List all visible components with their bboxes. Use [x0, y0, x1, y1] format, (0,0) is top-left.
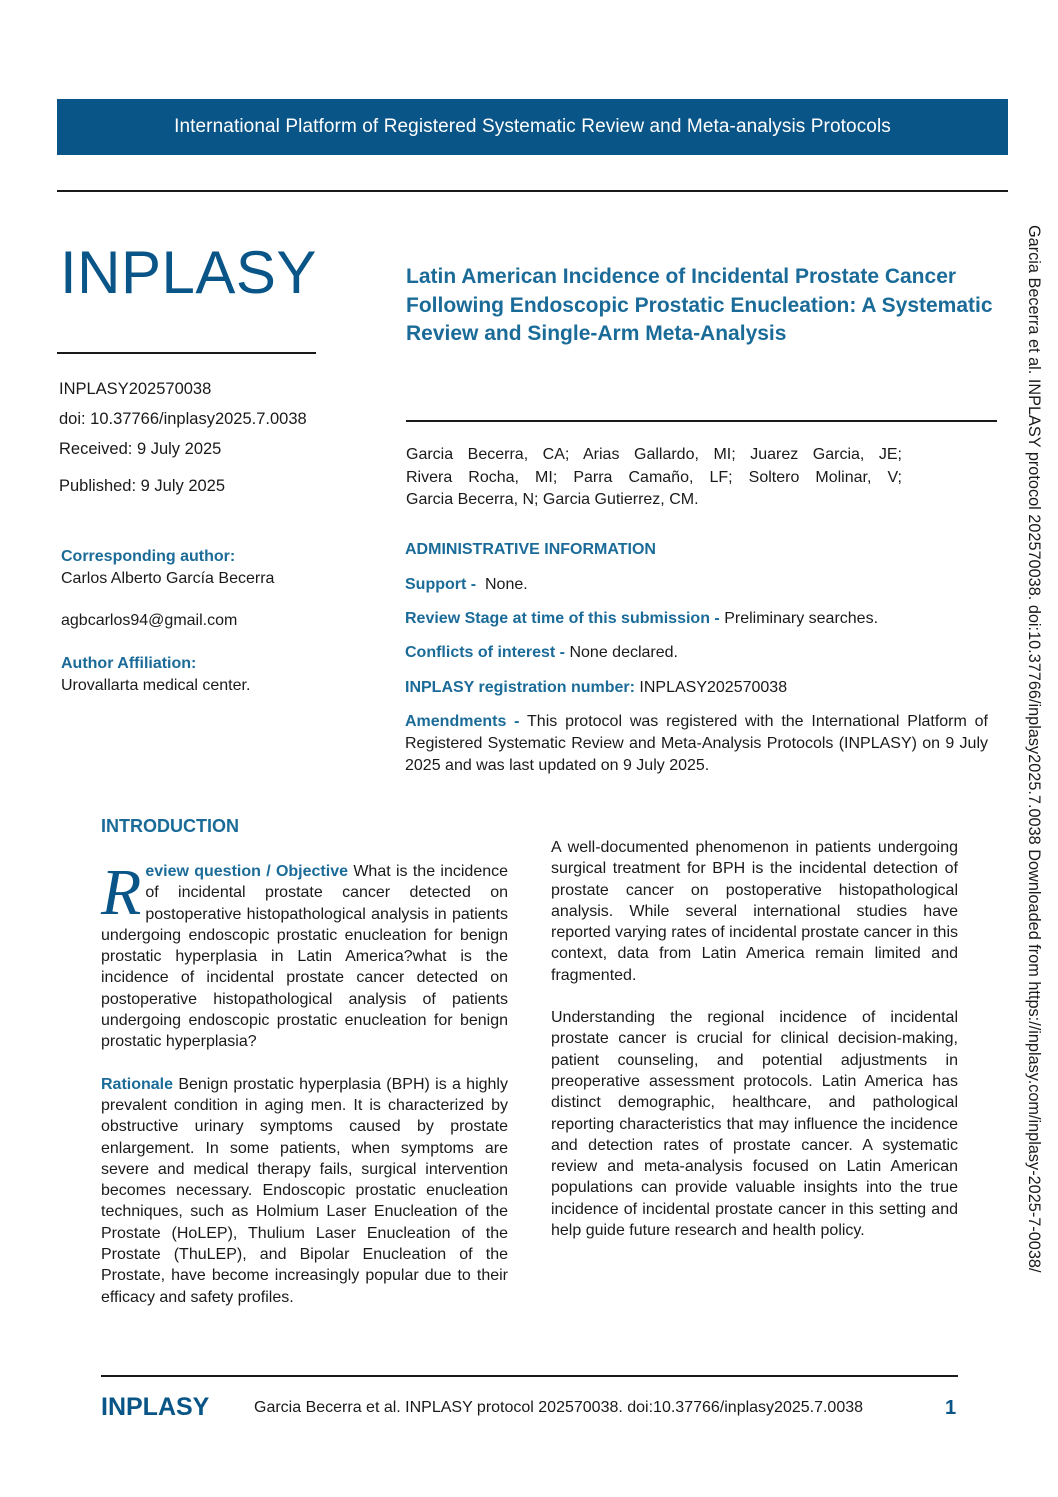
stage-label: Review Stage at time of this submission - [405, 610, 720, 627]
admin-amendments [405, 711, 988, 777]
registration-label: INPLASY registration number: [405, 679, 635, 696]
page-number: 1 [945, 1397, 957, 1419]
margin-citation: Garcia Becerra et al. INPLASY protocol 202570038. doi:10.37766/inplasy2025.7.0038 Downloaded from https://inplasy.com/inplasy-2025-7-0038/ [1025, 225, 1043, 1273]
author-list [406, 444, 902, 512]
support-value: None. [484, 576, 528, 593]
protocol-id: INPLASY202570038 [59, 380, 212, 398]
admin-support [405, 576, 528, 594]
affiliation-text: Urovallarta medical center. [61, 677, 251, 694]
right-column [551, 837, 958, 1241]
doi[interactable]: doi: 10.37766/inplasy2025.7.0038 [59, 410, 307, 428]
registration-value: INPLASY202570038 [639, 679, 788, 696]
footer-divider [101, 1375, 958, 1377]
stage-value: Preliminary searches. [724, 610, 879, 627]
paragraph-gap [551, 986, 958, 1007]
brand-divider [57, 352, 316, 354]
author-line: Garcia Becerra, N; Garcia Gutierrez, CM. [406, 491, 699, 508]
platform-banner [57, 99, 1008, 155]
published-date: Published: 9 July 2025 [59, 477, 226, 495]
author-email[interactable]: agbcarlos94@gmail.com [61, 612, 238, 629]
review-question-paragraph [101, 856, 509, 1053]
drop-cap: R [101, 856, 142, 929]
footer-citation: Garcia Becerra et al. INPLASY protocol 202570038. doi:10.37766/inplasy2025.7.0038 [254, 1399, 864, 1416]
review-question-text: What is the incidence of incidental prostate cancer detected on postoperative histopathological analysis in patients undergoing endoscopic prostatic enucleation for benign prostatic hyperplasia in Latin America?what is the incidence of incidental prostate cancer detected on postoperative histopathological analysis of patients undergoing endoscopic prostatic enucleation for benign prostatic hyperplasia? [101, 863, 509, 1051]
amendments-value: This protocol was registered with the International Platform of Registered Systematic Review and Meta-Analysis Protocols (INPLASY) on 9 July 2025 and was last updated on 9 July 2025. [405, 713, 989, 774]
introduction-heading: INTRODUCTION [101, 816, 239, 836]
author-line: Garcia Becerra, CA; Arias Gallardo, MI; Juarez Garcia, JE; [406, 446, 902, 463]
title-divider [406, 420, 997, 422]
conflicts-value: None declared. [569, 644, 678, 661]
corresponding-author-label: Corresponding author: [61, 548, 236, 565]
paragraph-gap [101, 1053, 508, 1074]
rationale-label: Rationale [101, 1075, 174, 1093]
left-column [101, 856, 509, 1308]
support-label: Support - [405, 576, 477, 593]
right-paragraph-1: A well-documented phenomenon in patients undergoing surgical treatment for BPH is the incidental detection of prostate cancer on postoperative histopathological analysis. While several international studies have reported varying rates of incidental prostate cancer in this context, data from Latin America remain limited and fragmented. [551, 839, 958, 984]
admin-registration [405, 679, 787, 697]
conflicts-label: Conflicts of interest - [405, 644, 566, 661]
article-title: Latin American Incidence of Incidental Prostate Cancer Following Endoscopic Prostatic Enucleation: A Systematic Review and Single-Arm Meta-Analysis [406, 265, 993, 345]
amendments-label: Amendments - [405, 713, 520, 730]
received-date: Received: 9 July 2025 [59, 440, 222, 458]
right-paragraph-2: Understanding the regional incidence of incidental prostate cancer is crucial for clinical decision-making, patient counseling, and potential adjustments in preoperative assessment protocols. Latin America has distinct demographic, healthcare, and pathological reporting characteristics that may influence the incidence and detection rates of prostate cancer. A systematic review and meta-analysis focused on Latin American populations can provide valuable insights into the true incidence of incidental prostate cancer in this setting and help guide future research and health policy. [551, 1009, 958, 1240]
admin-heading: ADMINISTRATIVE INFORMATION [405, 541, 656, 558]
author-line: Rivera Rocha, MI; Parra Camaño, LF; Soltero Molinar, V; [406, 468, 902, 486]
affiliation-label: Author Affiliation: [61, 655, 197, 672]
footer-brand: INPLASY [101, 1393, 210, 1421]
review-question-label: eview question / Objective [145, 863, 348, 880]
journal-brand: INPLASY [60, 239, 317, 306]
header-divider [57, 190, 1008, 192]
corresponding-author-name: Carlos Alberto García Becerra [61, 570, 275, 587]
admin-stage [405, 610, 878, 628]
rationale-text: Benign prostatic hyperplasia (BPH) is a highly prevalent condition in aging men. It is characterized by obstructive urinary symptoms caused by prostate enlargement. In some patients, when symptoms are severe and medical therapy fails, surgical intervention becomes necessary. Endoscopic prostatic enucleation techniques, such as Holmium Laser Enucleation of the Prostate (HoLEP), Thulium Laser Enucleation of the Prostate (ThuLEP), and Bipolar Enucleation of the Prostate, have become increasingly popular due to their efficacy and safety profiles. [101, 1075, 508, 1306]
banner-text: International Platform of Registered Systematic Review and Meta-analysis Protocols [174, 116, 891, 137]
rationale-paragraph [101, 1074, 508, 1308]
admin-conflicts [405, 644, 678, 662]
